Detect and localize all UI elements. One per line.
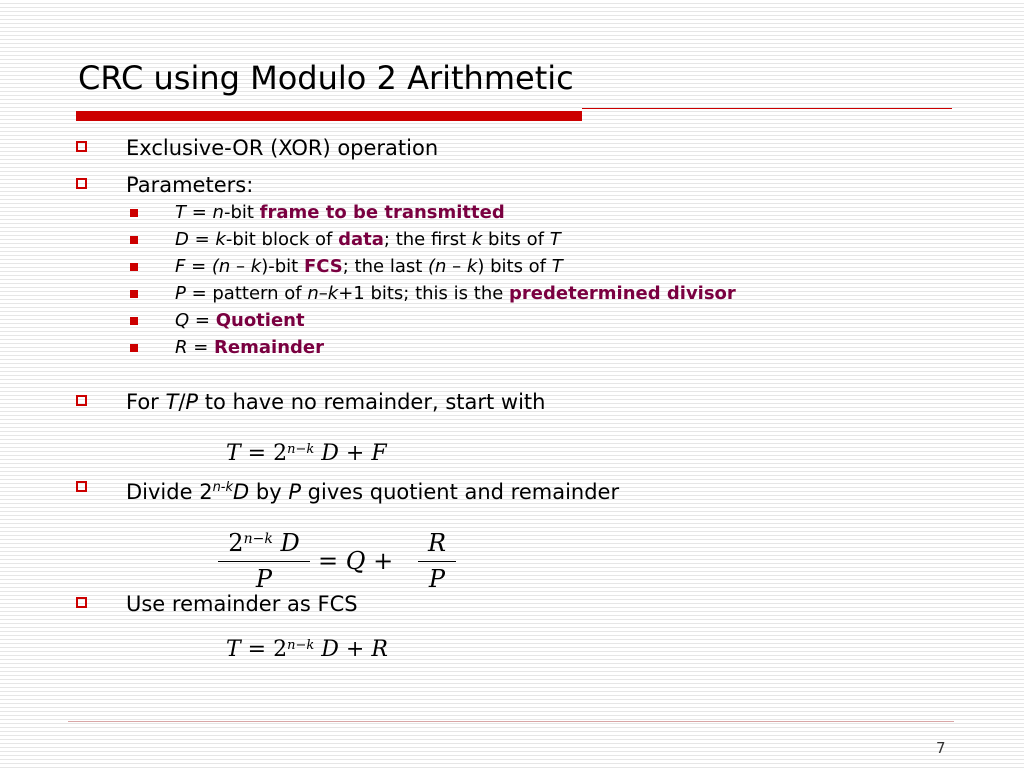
- hollow-square-icon: [76, 141, 87, 152]
- bullet-xor-text: Exclusive-OR (XOR) operation: [126, 136, 439, 160]
- bullet-parameters-text: Parameters:: [126, 173, 254, 197]
- equation-t-equals-d-plus-r: $T = 2^{n-k}$ D + R: [226, 637, 388, 662]
- filled-square-icon: [130, 236, 138, 244]
- equation-t-equals-d-plus-f: $T = 2^{n-k}$ D + F: [226, 441, 387, 466]
- filled-square-icon: [130, 209, 138, 217]
- filled-square-icon: [130, 263, 138, 271]
- filled-square-icon: [130, 317, 138, 325]
- footer-rule: [68, 721, 954, 722]
- filled-square-icon: [130, 344, 138, 352]
- bullet-use-remainder-text: Use remainder as FCS: [126, 592, 358, 616]
- param-r-text: R = Remainder: [175, 337, 324, 358]
- bullet-divide-text: Divide 2$^{n-k}$D by P gives quotient and remainder: [126, 480, 620, 504]
- title-underline-thick: [76, 111, 582, 121]
- filled-square-icon: [130, 290, 138, 298]
- param-f-text: F = (n – k)-bit FCS; the last (n – k) bits of T: [175, 256, 563, 277]
- hollow-square-icon: [76, 597, 87, 608]
- title-underline-thin: [582, 108, 952, 109]
- bullet-for-tp-text: For T/P to have no remainder, start with: [126, 390, 546, 414]
- param-q-text: Q = Quotient: [175, 310, 305, 331]
- slide-title: CRC using Modulo 2 Arithmetic: [78, 59, 574, 97]
- page-number: 7: [936, 739, 946, 757]
- hollow-square-icon: [76, 481, 87, 492]
- param-t-text: T = n-bit frame to be transmitted: [175, 202, 505, 223]
- param-p-text: P = pattern of n–k+1 bits; this is the predetermined divisor: [175, 283, 736, 304]
- hollow-square-icon: [76, 178, 87, 189]
- param-d-text: D = k-bit block of data; the first k bits of T: [175, 229, 561, 250]
- hollow-square-icon: [76, 395, 87, 406]
